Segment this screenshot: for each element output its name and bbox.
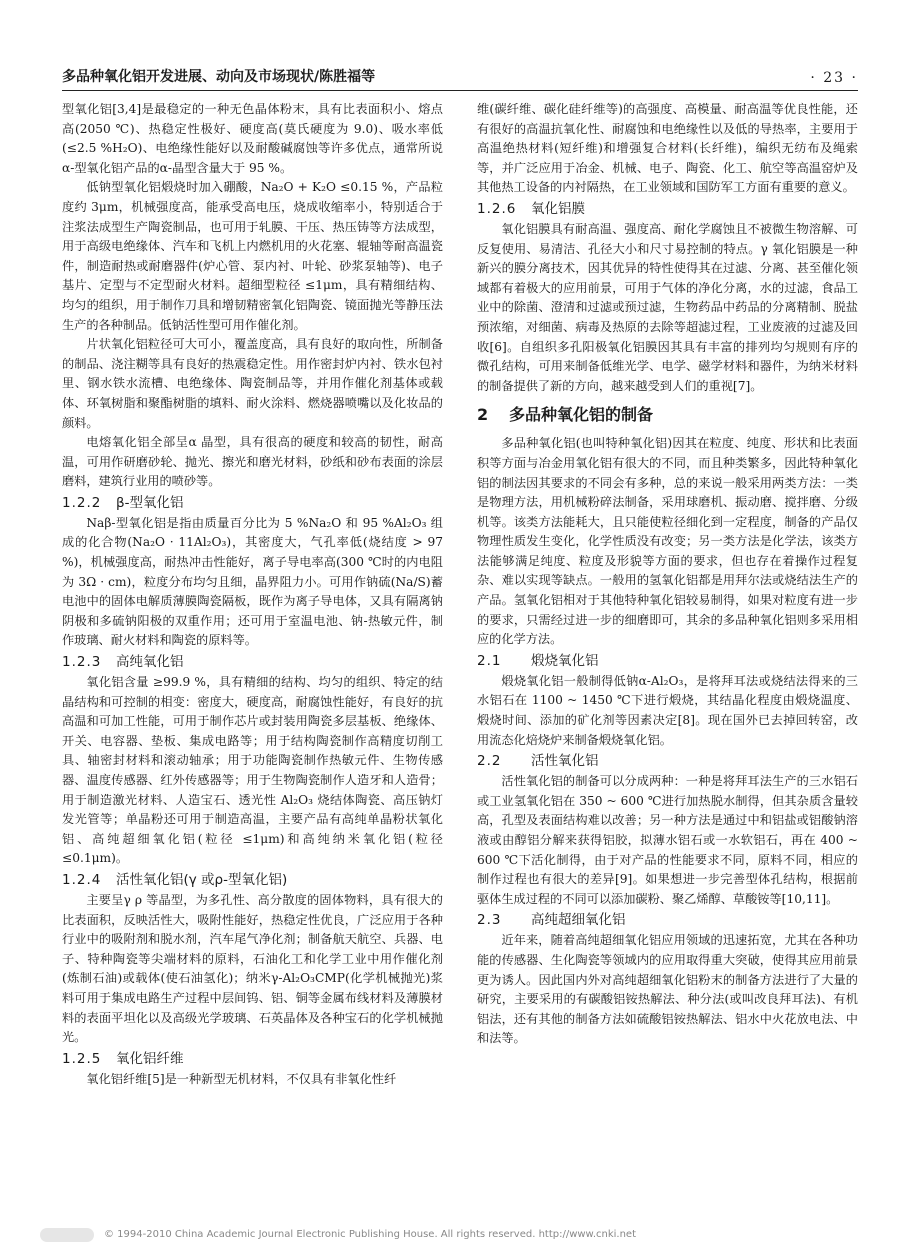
page-footer [40, 1225, 880, 1244]
heading-number: 1.2.5 [62, 1050, 102, 1067]
heading-number: 1.2.2 [62, 494, 102, 511]
subsection-heading [477, 198, 858, 220]
heading-text: 高纯氧化铝 [116, 654, 184, 671]
subsection-heading [62, 869, 443, 891]
heading-text: 氧化铝膜 [531, 200, 585, 217]
copyright-text: © 1994-2010 China Academic Journal Electronic Publishing House. All rights reserved. http://www.cnki.net [104, 1229, 636, 1240]
subsection-heading [477, 750, 858, 772]
paragraph: 多品种氧化铝(也叫特种氧化铝)因其在粒度、纯度、形状和比表面积等方面与冶金用氧化铝有很大的不同，而且种类繁多，因此特种氧化铝的制法因其要求的不同会有多种，总的来说一般采用两类方法：一类是物理方法，用机械粉碎法制备，采用球磨机、振动磨、搅拌磨、分级机等。该类方法能耗大，且只能使粒径细化到一定程度，制备的产品仅物理性质发生变化，化学性质没有改变；另一类方法是化学法，该类方法能够满足纯度、粒度及形貌等方面的要求，但也存在着操作过程复杂、难以实现等缺点。一般用的氢氧化铝都是用拜尔法或烧结法生产的产品。氢氧化铝相对于其他特种氧化铝较易制得，如果对粒度有进一步的要求，只需经过进一步的细磨即可，其余的多品种氧化铝则多采用相应的化学方法。 [477, 436, 858, 647]
heading-number: 1.2.3 [62, 654, 102, 671]
heading-number: 2.1 [477, 652, 502, 669]
heading-text: 氧化铝纤维 [116, 1050, 184, 1067]
left-column [62, 100, 443, 1225]
heading-number: 2.3 [477, 912, 502, 929]
subsection-heading [62, 1048, 443, 1070]
paragraph: 片状氧化铝粒径可大可小，覆盖度高，具有良好的取向性，所制备的制品、浇注糊等具有良好的热震稳定性。用作密封炉内衬、铁水包衬里、钢水铁水流槽、电绝缘体、陶瓷制品等，并用作催化剂基体或载体、环氧树脂和聚酯树脂的填料、耐火涂料、燃烧器喷嘴以及化妆品的颜料。 [62, 337, 443, 430]
paragraph: 氧化铝膜具有耐高温、强度高、耐化学腐蚀且不被微生物溶解、可反复使用、易清洁、孔径大小和尺寸易控制的特点。γ 氧化铝膜是一种新兴的膜分离技术，因其优异的特性使得其在过滤、分离、甚至催化领域都有着极大的应用前景，可用于气体的净化分离，水的过滤，食品工业中的除菌、澄清和过滤或预过滤，生物药品中药品的分离精制、脱盐预浓缩，对细菌、病毒及热原的去除等超滤过程，工业废液的过滤及回收[6]。自组织多孔阳极氧化铝膜因其具有丰富的排列均匀规则有序的微孔结构，可用来制备低维光学、电学、磁学材料和器件，为纳米材料的制备提供了新的方向，越来越受到人们的重视[7]。 [477, 221, 858, 393]
heading-text: 煅烧氧化铝 [531, 652, 599, 669]
paragraph: 近年来，随着高纯超细氧化铝应用领域的迅速拓宽，尤其在各种功能的传感器、生化陶瓷等领域内的应用取得重大突破，使得其应用前景更为诱人。因此国内外对高纯超细氧化铝粉末的制备方法进行了大量的研究，主要采用的有碳酸铝铵热解法、种分法(或叫改良拜耳法)、有机铝法，还有其他的制备方法如硫酸铝铵热解法、铝水中火花放电法、中和法等。 [477, 933, 858, 1046]
paragraph: 活性氧化铝的制备可以分成两种：一种是将拜耳法生产的三水铝石或工业氢氧化铝在 350 ~ 600 ℃进行加热脱水制得，但其杂质含量较高，孔型及表面结构难以改善；另一种方法是通过中和铝盐或铝酸钠溶液或由醇铝分解来获得铝胶，拟薄水铝石或一水软铝石，再在 400 ~ 600 ℃下活化制得，由于对产品的性能要求不同，原料不同，相应的制作过程也有很大的差异[9]。如果想进一步完善型体孔结构，根据前驱体生成过程的不同可以添加碳粉、聚乙烯醇、草酸铵等[10,11]。 [477, 774, 858, 906]
subsection-heading [62, 492, 443, 514]
heading-number: 2.2 [477, 753, 502, 770]
paragraph: 型氧化铝[3,4]是最稳定的一种无色晶体粉末，具有比表面积小、熔点高(2050 ℃)、热稳定性极好、硬度高(莫氏硬度为 9.0)、吸水率低(≤2.5 %H₂O)、电绝缘性能好以及耐酸碱腐蚀等许多优点，通常所说α-型氧化铝产品的α-晶型含量大于 95 %。 [62, 102, 443, 175]
paragraph: 氧化铝含量 ≥99.9 %，具有精细的结构、均匀的组织、特定的结晶结构和可控制的相变：密度大，硬度高，耐腐蚀性能好，有良好的抗高温和可加工性能，可用于制作芯片或封装用陶瓷多层基板、绝缘体、开关、电容器、垫板、集成电路等；用于结构陶瓷制作高精度切削工具、轴密封材料和滚动轴承；用于功能陶瓷制作热敏元件、生物传感器、温度传感器、红外传感器等；用于生物陶瓷制作人造牙和人造骨；用于制造激光材料、人造宝石、透光性 Al₂O₃ 烧结体陶瓷、高压钠灯发光管等；单晶粉还可用于制造高温，主要产品有高纯单晶粉状氧化铝、高纯超细氧化铝(粒径 ≤1μm)和高纯纳米氧化铝(粒径 ≤0.1μm)。 [62, 675, 443, 866]
paragraph: 电熔氧化铝全部呈α 晶型，具有很高的硬度和较高的韧性，耐高温，可用作研磨砂轮、抛光、擦光和磨光材料，砂纸和砂布表面的涂层磨料，建筑行业用的喷砂等。 [62, 435, 443, 489]
heading-number: 2 [477, 405, 489, 425]
subsection-heading [477, 650, 858, 672]
paragraph: 氧化铝纤维[5]是一种新型无机材料，不仅具有非氧化性纤 [86, 1071, 397, 1086]
page-header [62, 62, 858, 91]
paragraph: 低钠型氧化铝煅烧时加入硼酸，Na₂O + K₂O ≤0.15 %，产品粒度约 3μm，机械强度高，能承受高电压，烧成收缩率小，特别适合于注浆法成型生产陶瓷制品，也可用于轧膜、干压、热压铸等方法成型，用于高级电绝缘体、汽车和飞机上内燃机用的火花塞、辊轴等耐高温瓷件，制造耐热或耐磨器件(炉心管、泵内衬、叶轮、砂浆泵轴等)、电子基片、定型与不定型耐火材料。超细型粒径 ≤1μm，具有精细结构、均匀的组织，用于制作刀具和增韧精密氧化铝陶瓷、镜面抛光等静压法生产的各种制品。低钠活性型可用作催化剂。 [62, 180, 443, 332]
page-number: · 23 · [810, 70, 858, 86]
running-title: 多品种氧化铝开发进展、动向及市场现状/陈胜福等 [62, 69, 376, 85]
heading-number: 1.2.4 [62, 871, 102, 888]
subsection-heading [477, 909, 858, 931]
heading-text: 活性氧化铝(γ 或ρ-型氧化铝) [116, 871, 288, 888]
paragraph: 煅烧氧化铝一般制得低钠α-Al₂O₃，是将拜耳法或烧结法得来的三水铝石在 1100 ~ 1450 ℃下进行煅烧，其结晶化程度由煅烧温度、煅烧时间、添加的矿化剂等因素决定[8]。现在国外已去掉回转窑，改用流态化焙烧炉来制备煅烧氧化铝。 [477, 673, 858, 747]
heading-text: 多品种氧化铝的制备 [509, 405, 654, 425]
section-heading [477, 402, 858, 428]
paragraph: 维(碳纤维、碳化硅纤维等)的高强度、高模量、耐高温等优良性能，还有很好的高温抗氧化性、耐腐蚀和电绝缘性以及低的导热率，主要用于高温绝热材料(短纤维)和增强复合材料(长纤维)，编织无纺布及绳索等，并广泛应用于冶金、机械、电子、陶瓷、化工、航空等高温窑炉及其他热工设备的内衬隔热，在工业领域和国防军工方面有重要的意义。 [477, 102, 858, 195]
right-column [477, 100, 858, 1225]
paragraph: Naβ-型氧化铝是指由质量百分比为 5 %Na₂O 和 95 %Al₂O₃ 组成的化合物(Na₂O · 11Al₂O₃)，其密度大，气孔率低(烧结度 > 97 %)，机械强度高，耐热冲击性能好，离子导电率高(300 ℃时的内电阻为 3Ω · cm)，粒度分布均匀且细，晶界阻力小。可用作钠硫(Na/S)蓄电池中的固体电解质薄膜陶瓷隔板，既作为离子导电体，又具有隔离钠阴极和多硫钠阳极的双重作用；还可用于室温电池、钠-热敏元件，制作玻璃、耐火材料和陶瓷的原料等。 [62, 515, 443, 648]
heading-text: β-型氧化铝 [116, 494, 184, 511]
paragraph: 主要呈γ ρ 等晶型，为多孔性、高分散度的固体物料，具有很大的比表面积，反映活性大，吸附性能好，热稳定性优良，广泛应用于各种行业中的吸附剂和脱水剂，汽车尾气净化剂；制备航天航空、兵器、电子、特种陶瓷等尖端材料的原料，石油化工和化学工业中用作催化剂(炼制石油)或载体(使石油氢化)；纳米γ-Al₂O₃CMP(化学机械抛光)浆料可用于集成电路生产过程中层间钨、铝、铜等金属布线材料及薄膜材料的表面平坦化以及高级光学玻璃、石英晶体及各种宝石的化学机械抛光。 [62, 892, 443, 1045]
heading-text: 高纯超细氧化铝 [531, 912, 626, 929]
heading-number: 1.2.6 [477, 200, 517, 217]
publisher-logo-icon [40, 1228, 94, 1242]
subsection-heading [62, 651, 443, 673]
heading-text: 活性氧化铝 [531, 753, 599, 770]
